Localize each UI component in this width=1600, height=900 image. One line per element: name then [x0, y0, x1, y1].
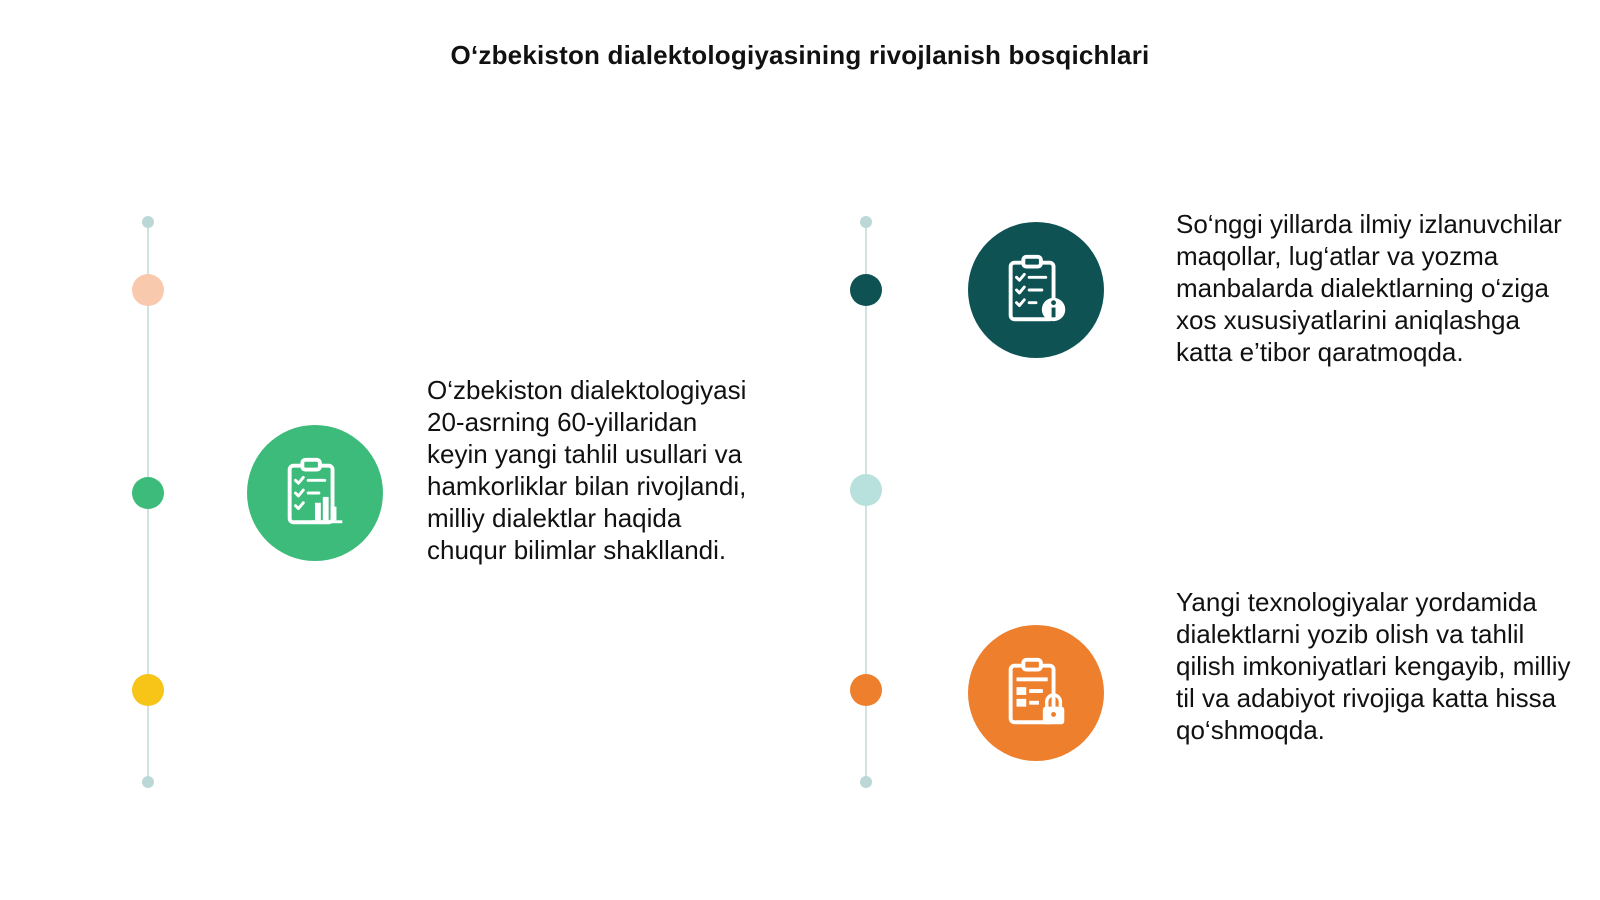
- clipboard-lock-icon: [968, 625, 1104, 761]
- clipboard-info-icon: [968, 222, 1104, 358]
- timeline-right: [846, 222, 886, 782]
- timeline-node-yellow: [132, 674, 164, 706]
- timeline-endcap: [860, 776, 872, 788]
- item-text: Yangi texnologiyalar yordamida dialektlarni yozib olish va tahlil qilish imkoniyatlari kengayib, milliy til va adabiyot rivojiga katta hissa qo‘shmoqda.: [1176, 587, 1571, 745]
- timeline-node-green: [132, 477, 164, 509]
- clipboard-chart-icon: [247, 425, 383, 561]
- page-title: O‘zbekiston dialektologiyasining rivojlanish bosqichlari: [450, 40, 1150, 70]
- timeline-node-orange: [850, 674, 882, 706]
- timeline-endcap: [860, 216, 872, 228]
- timeline-node-dark-teal: [850, 274, 882, 306]
- timeline-endcap: [142, 216, 154, 228]
- item-text: O‘zbekiston dialektologiyasi 20-asrning 60-yillaridan keyin yangi tahlil usullari va hamkorliklar bilan rivojlandi, milliy dialektlar haqida chuqur bilimlar shakllandi.: [427, 375, 747, 565]
- item-text: So‘nggi yillarda ilmiy izlanuvchilar maqollar, lug‘atlar va yozma manbalarda dialektlarning o‘ziga xos xususiyatlarini aniqlashga katta e’tibor qaratmoqda.: [1176, 209, 1562, 367]
- timeline-node-light-teal: [850, 474, 882, 506]
- timeline-left: [128, 222, 168, 782]
- timeline-endcap: [142, 776, 154, 788]
- timeline-node-peach: [132, 274, 164, 306]
